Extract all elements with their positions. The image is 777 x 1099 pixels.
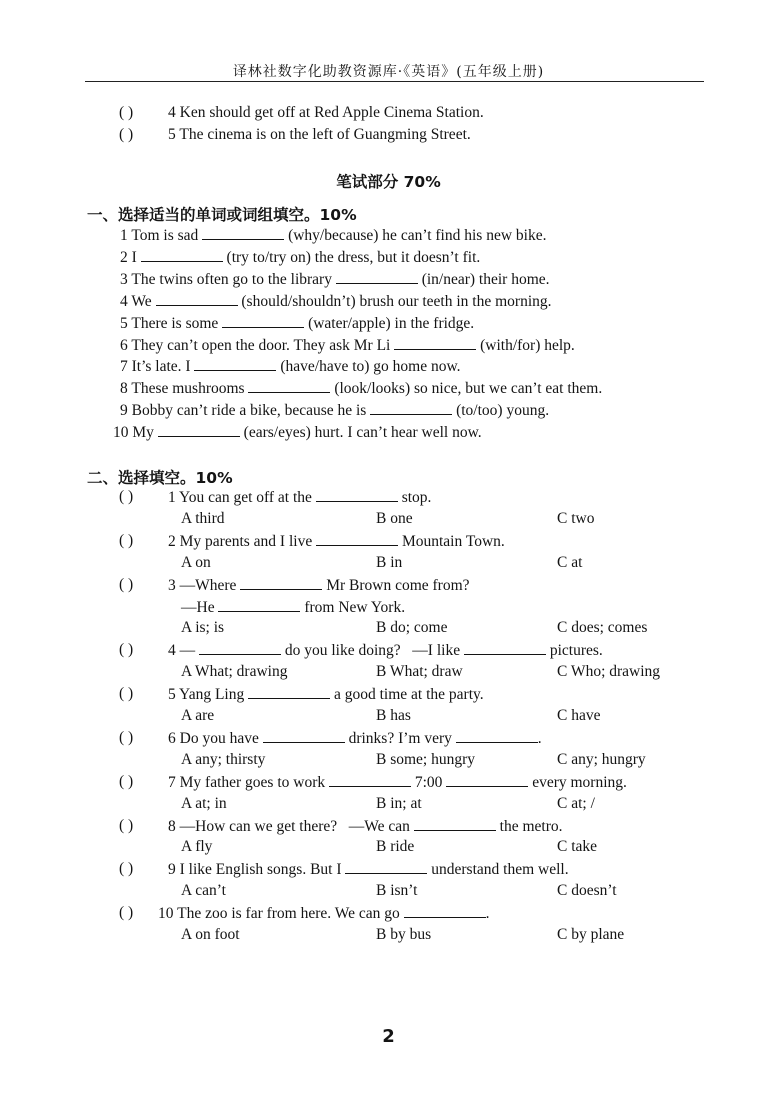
question-stem <box>168 684 484 705</box>
stem-text: every morning. <box>532 773 627 791</box>
item-text: (with/for) help. <box>476 336 575 354</box>
fill-blank-item <box>120 378 602 399</box>
stem-text: 6 Do you have <box>168 729 259 747</box>
stem-text: pictures. <box>549 642 603 660</box>
stem-text: 2 My parents and I live <box>168 532 313 550</box>
answer-paren[interactable]: ( ) <box>119 728 134 746</box>
item-text: They can’t open the door. They ask Mr Li <box>131 336 395 354</box>
item-text: I <box>131 248 141 266</box>
option-a[interactable]: A any; thirsty <box>181 750 266 768</box>
answer-paren[interactable]: ( ) <box>119 685 134 703</box>
answer-blank[interactable] <box>263 728 345 743</box>
answer-blank[interactable] <box>141 247 223 262</box>
stem-text: 10 The zoo is far from here. We can go <box>158 905 400 923</box>
stem-text: 7 My father goes to work <box>168 773 326 791</box>
option-c[interactable]: C at <box>557 553 583 571</box>
item-number: 8 <box>120 380 132 398</box>
stem-text: 5 Yang Ling <box>168 686 245 704</box>
header-rule <box>85 81 704 82</box>
stem-text: 4 — <box>168 642 196 660</box>
fill-blank-item <box>120 356 461 377</box>
option-b[interactable]: B by bus <box>376 926 432 943</box>
answer-blank[interactable] <box>370 400 452 415</box>
stem-text: drinks? I’m very <box>348 729 452 747</box>
fill-blank-item <box>120 291 552 312</box>
item-number: 4 <box>120 292 132 310</box>
item-text: The twins often go to the library <box>131 270 336 288</box>
option-a[interactable]: A at; in <box>181 794 227 812</box>
item-text: (to/too) young. <box>452 402 550 420</box>
stem-text: a good time at the party. <box>333 686 484 704</box>
section1-title: 一、选择适当的单词或词组填空。10% <box>87 206 357 224</box>
answer-paren[interactable]: ( ) <box>119 816 134 834</box>
item-text: (look/looks) so nice, but we can’t eat them. <box>330 380 603 398</box>
question-stem <box>168 531 505 552</box>
question-stem <box>168 487 431 508</box>
fill-blank-item <box>113 422 482 443</box>
question-stem <box>158 903 490 924</box>
item-text: (should/shouldn’t) brush our teeth in the morning. <box>237 292 552 310</box>
option-b[interactable]: B isn’t <box>376 882 418 900</box>
option-a[interactable]: A are <box>181 707 215 724</box>
fill-blank-item <box>120 335 575 356</box>
option-c[interactable]: C does; comes <box>557 619 648 637</box>
stem-text: do you like doing? —I like <box>284 642 461 660</box>
option-b[interactable]: B in; at <box>376 794 422 812</box>
question-stem-reply <box>181 597 405 618</box>
answer-paren[interactable]: ( ) <box>119 531 134 549</box>
answer-blank[interactable] <box>240 575 322 590</box>
answer-blank[interactable] <box>158 422 240 437</box>
stem-text: Mountain Town. <box>401 532 505 550</box>
stem-text: 8 —How can we get there? —We can <box>168 817 410 835</box>
option-c[interactable]: C have <box>557 707 601 724</box>
option-b[interactable]: B do; come <box>376 619 448 637</box>
item-text: (water/apple) in the fridge. <box>304 314 475 332</box>
item-number: 10 <box>113 424 133 442</box>
option-c[interactable]: C any; hungry <box>557 750 646 768</box>
option-c[interactable]: C doesn’t <box>557 882 617 900</box>
question-stem <box>168 859 569 880</box>
item-text: (try to/try on) the dress, but it doesn’t fit. <box>222 248 481 266</box>
stem-text: 9 I like English songs. But I <box>168 861 342 879</box>
option-c[interactable]: C two <box>557 509 595 527</box>
stem-text: 7:00 <box>414 773 443 791</box>
option-b[interactable]: B some; hungry <box>376 750 476 768</box>
answer-blank[interactable] <box>464 640 546 655</box>
fill-blank-item <box>120 269 550 290</box>
answer-blank[interactable] <box>218 597 300 612</box>
answer-paren[interactable]: ( ) <box>119 772 134 790</box>
option-a[interactable]: A can’t <box>181 882 226 900</box>
answer-paren[interactable]: ( ) <box>119 860 134 878</box>
page-number: 2 <box>382 1026 395 1047</box>
answer-blank[interactable] <box>446 772 528 787</box>
answer-blank[interactable] <box>248 378 330 393</box>
answer-blank[interactable] <box>336 269 418 284</box>
question-stem <box>168 772 627 793</box>
item-text: There is some <box>131 314 223 332</box>
item-text: (in/near) their home. <box>417 270 550 288</box>
question-stem <box>168 575 470 596</box>
stem-text: . <box>485 905 490 923</box>
answer-paren[interactable]: ( ) <box>119 488 134 505</box>
question-stem <box>168 640 603 661</box>
answer-paren[interactable]: ( ) <box>119 104 134 121</box>
answer-blank[interactable] <box>316 531 398 546</box>
fill-blank-item <box>120 247 480 268</box>
stem-text: understand them well. <box>431 861 569 879</box>
option-a[interactable]: A third <box>181 509 225 527</box>
item-text: (why/because) he can’t find his new bike. <box>284 227 547 244</box>
stem-text: stop. <box>401 489 432 506</box>
answer-blank[interactable] <box>414 816 496 831</box>
fill-blank-item <box>120 313 474 334</box>
item-text: (have/have to) go home now. <box>276 358 461 376</box>
option-c[interactable]: C at; / <box>557 794 595 812</box>
option-a[interactable]: A on <box>181 553 211 571</box>
item-number: 9 <box>120 402 132 420</box>
stem-text: 3 —Where <box>168 576 237 594</box>
fill-blank-item <box>120 225 546 246</box>
question-stem <box>168 728 542 749</box>
answer-blank[interactable] <box>394 335 476 350</box>
answer-blank[interactable] <box>329 772 411 787</box>
item-text: We <box>131 292 156 310</box>
answer-blank[interactable] <box>222 313 304 328</box>
item-text: It’s late. I <box>131 358 195 376</box>
option-a[interactable]: A What; drawing <box>181 663 288 681</box>
answer-paren[interactable]: ( ) <box>119 641 134 659</box>
listening-item-5: 5 The cinema is on the left of Guangming Street. <box>168 126 471 143</box>
option-b[interactable]: B has <box>376 707 411 724</box>
option-a[interactable]: A on foot <box>181 926 240 943</box>
answer-blank[interactable] <box>316 487 398 502</box>
item-text: Bobby can’t ride a bike, because he is <box>131 402 371 420</box>
written-section-title: 笔试部分 70% <box>336 173 441 191</box>
answer-blank[interactable] <box>202 225 284 240</box>
item-text: (ears/eyes) hurt. I can’t hear well now. <box>239 424 482 442</box>
option-c[interactable]: C take <box>557 838 598 856</box>
option-b[interactable]: B ride <box>376 838 415 856</box>
answer-paren[interactable]: ( ) <box>119 575 134 593</box>
item-text: Tom is sad <box>131 227 203 244</box>
option-b[interactable]: B in <box>376 553 403 571</box>
answer-blank[interactable] <box>194 356 276 371</box>
item-number: 6 <box>120 336 132 354</box>
answer-paren[interactable]: ( ) <box>119 126 134 143</box>
listening-item-4: 4 Ken should get off at Red Apple Cinema Station. <box>168 104 484 121</box>
answer-blank[interactable] <box>404 903 486 918</box>
option-b[interactable]: B one <box>376 509 413 527</box>
option-c[interactable]: C by plane <box>557 926 625 943</box>
answer-paren[interactable]: ( ) <box>119 904 134 922</box>
item-text: These mushrooms <box>131 380 249 398</box>
answer-blank[interactable] <box>248 684 330 699</box>
stem-text: —He <box>181 598 215 616</box>
answer-blank[interactable] <box>345 859 427 874</box>
option-c[interactable]: C Who; drawing <box>557 663 661 681</box>
option-b[interactable]: B What; draw <box>376 663 463 681</box>
answer-blank[interactable] <box>199 640 281 655</box>
item-text: My <box>132 424 158 442</box>
item-number: 1 <box>120 227 132 244</box>
section2-title: 二、选择填空。10% <box>87 469 233 487</box>
option-a[interactable]: A fly <box>181 838 213 856</box>
item-number: 2 <box>120 248 132 266</box>
question-stem <box>168 816 563 837</box>
item-number: 3 <box>120 270 132 288</box>
stem-text: the metro. <box>499 817 563 835</box>
stem-text: 1 You can get off at the <box>168 489 312 506</box>
page-header: 译林社数字化助教资源库·《英语》(五年级上册) <box>232 64 545 80</box>
answer-blank[interactable] <box>156 291 238 306</box>
item-number: 7 <box>120 358 132 376</box>
answer-blank[interactable] <box>456 728 538 743</box>
option-a[interactable]: A is; is <box>181 619 225 637</box>
item-number: 5 <box>120 314 132 332</box>
stem-text: Mr Brown come from? <box>326 576 470 594</box>
fill-blank-item <box>120 400 549 421</box>
stem-text: . <box>537 729 542 747</box>
stem-text: from New York. <box>304 598 406 616</box>
